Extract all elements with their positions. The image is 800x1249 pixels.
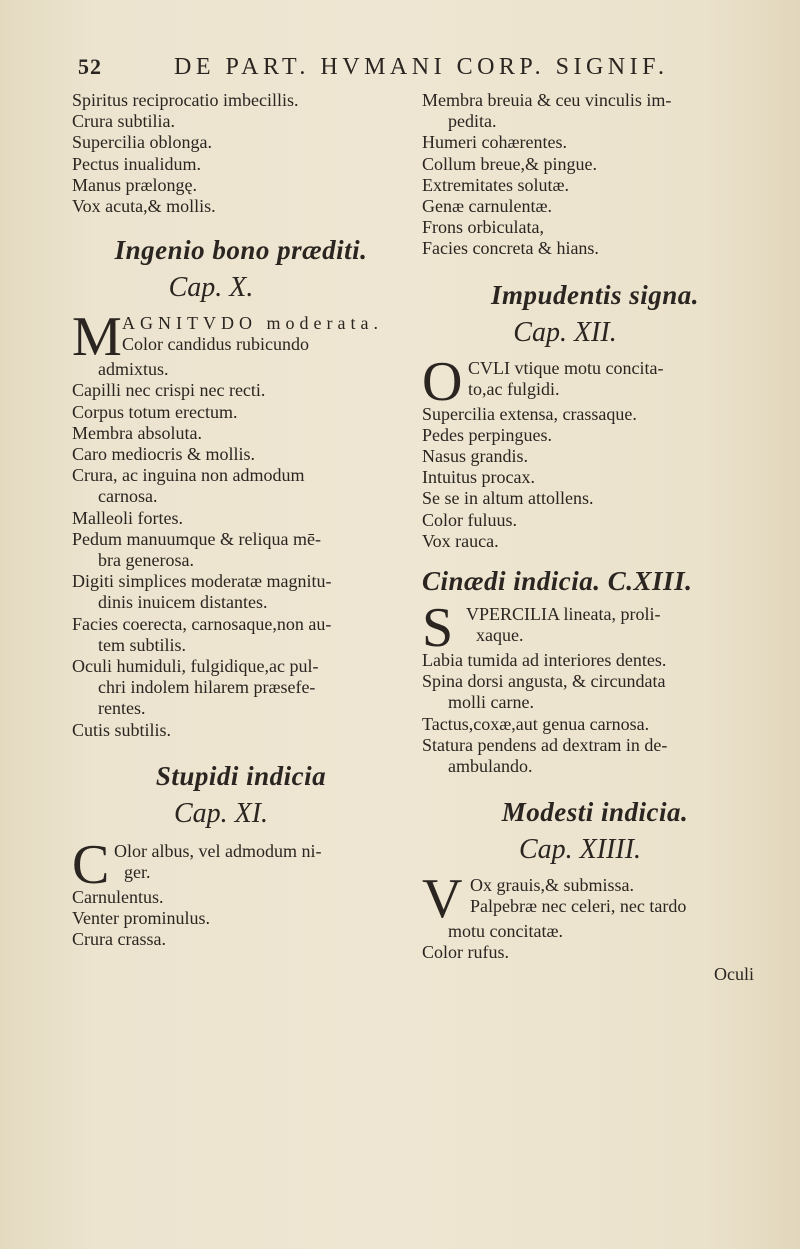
text-line: Supercilia extensa, crassaque. (422, 403, 637, 424)
paragraph-xii (422, 350, 768, 413)
text-line: Cutis subtilis. (72, 719, 172, 740)
drop-capital: M (72, 306, 122, 369)
text-line: Facies concreta & hians. (422, 238, 599, 259)
text-line: Frons orbiculata, (422, 217, 544, 238)
text-line: Crura crassa. (72, 929, 166, 950)
text-line: Vox acuta,& mollis. (72, 196, 216, 217)
text-line: Crura, ac inguina non admodum (72, 465, 305, 486)
text-line: Oculi humiduli, fulgidique,ac pul- (72, 656, 319, 677)
text-line: ambulando. (448, 756, 533, 777)
text-line: ger. (124, 862, 151, 883)
drop-capital: C (72, 833, 110, 896)
text-line: pedita. (448, 111, 497, 132)
section-heading-xii: Impudentis signa. (490, 279, 700, 310)
text-line: xaque. (476, 625, 524, 646)
text-line: Pedes perpingues. (422, 424, 552, 445)
text-line: Spina dorsi angusta, & circundata (422, 671, 666, 692)
running-title: DE PART. HVMANI CORP. SIGNIF. (174, 54, 669, 80)
text-line: Capilli nec crispi nec recti. (72, 380, 266, 401)
paragraph-xiiii (422, 868, 768, 931)
right-column (422, 90, 768, 985)
text-line: Manus prælongę. (72, 174, 197, 195)
text-line: Ox grauis,& submissa. (470, 875, 634, 896)
text-line: Membra absoluta. (72, 422, 202, 443)
text-line: Nasus grandis. (422, 446, 528, 467)
text-line: Palpebræ nec celeri, nec tardo (470, 896, 687, 917)
paragraph-xi (72, 833, 410, 896)
text-line: admixtus. (98, 359, 169, 380)
text-line: rentes. (98, 698, 146, 719)
text-line: Spiritus reciprocatio imbecillis. (72, 90, 299, 110)
text-line: dinis inuicem distantes. (98, 592, 268, 613)
text-line: VPERCILIA lineata, proli- (466, 604, 661, 625)
text-line: Supercilia oblonga. (72, 132, 212, 153)
text-line: tem subtilis. (98, 634, 187, 655)
catchword: Oculi (714, 963, 754, 984)
text-line: Humeri cohærentes. (422, 132, 567, 153)
text-line: Se se in altum attollens. (422, 488, 594, 509)
drop-capital: S (422, 597, 454, 660)
chapter-label-xiiii: Cap. XIIII. (518, 834, 642, 866)
text-line: CVLI vtique motu concita- (468, 357, 664, 378)
text-line: molli carne. (448, 692, 534, 713)
text-line: bra generosa. (98, 550, 194, 571)
text-line: Tactus,coxæ,aut genua carnosa. (422, 713, 650, 734)
text-line: Digiti simplices moderatæ magnitu- (72, 571, 332, 592)
page-number: 52 (78, 54, 102, 79)
text-line: to,ac fulgidi. (468, 378, 560, 399)
paragraph-xiii (422, 597, 768, 660)
section-heading-x: Ingenio bono præditi. (114, 235, 368, 266)
page-header (74, 54, 714, 88)
text-line: Crura subtilia. (72, 111, 175, 132)
text-line: Collum breue,& pingue. (422, 153, 597, 174)
chapter-label-xi: Cap. XI. (173, 797, 269, 829)
paragraph-x (72, 306, 410, 369)
text-line: Olor albus, vel admodum ni- (114, 840, 322, 861)
text-line: Pectus inualidum. (72, 153, 201, 174)
text-line: Carnulentus. (72, 886, 164, 907)
drop-capital: O (422, 350, 463, 413)
text-line: Color candidus rubicundo (122, 334, 309, 355)
left-column (72, 90, 410, 950)
chapter-label-xii: Cap. XII. (513, 316, 617, 348)
text-line: motu concitatæ. (448, 921, 563, 942)
text-line: Membra breuia & ceu vinculis im- (422, 90, 672, 110)
text-line: chri indolem hilarem præsefe- (98, 677, 316, 698)
text-line: Intuitus procax. (422, 467, 535, 488)
text-line: AGNITVDO moderata. (122, 313, 383, 334)
text-line: Pedum manuumque & reliqua mē- (72, 528, 321, 549)
text-line: Caro mediocris & mollis. (72, 444, 255, 465)
drop-capital: V (422, 868, 463, 931)
text-line: Genæ carnulentæ. (422, 196, 552, 217)
text-line: Venter prominulus. (72, 908, 210, 929)
text-line: Labia tumida ad interiores dentes. (422, 650, 667, 671)
text-line: Vox rauca. (422, 530, 499, 551)
text-line: Color fuluus. (422, 509, 518, 530)
text-line: Color rufus. (422, 942, 509, 963)
chapter-label-x: Cap. X. (168, 272, 254, 304)
text-line: Facies coerecta, carnosaque,non au- (72, 613, 332, 634)
text-line: Corpus totum erectum. (72, 401, 238, 422)
section-heading-xiiii: Modesti indicia. (501, 797, 689, 828)
section-heading-xi: Stupidi indicia (155, 760, 327, 791)
section-heading-xiii: Cinædi indicia. C.XIII. (422, 566, 693, 597)
text-line: Statura pendens ad dextram in de- (422, 734, 668, 755)
text-line: carnosa. (98, 486, 158, 507)
text-line: Extremitates solutæ. (422, 174, 569, 195)
text-line: Malleoli fortes. (72, 507, 183, 528)
